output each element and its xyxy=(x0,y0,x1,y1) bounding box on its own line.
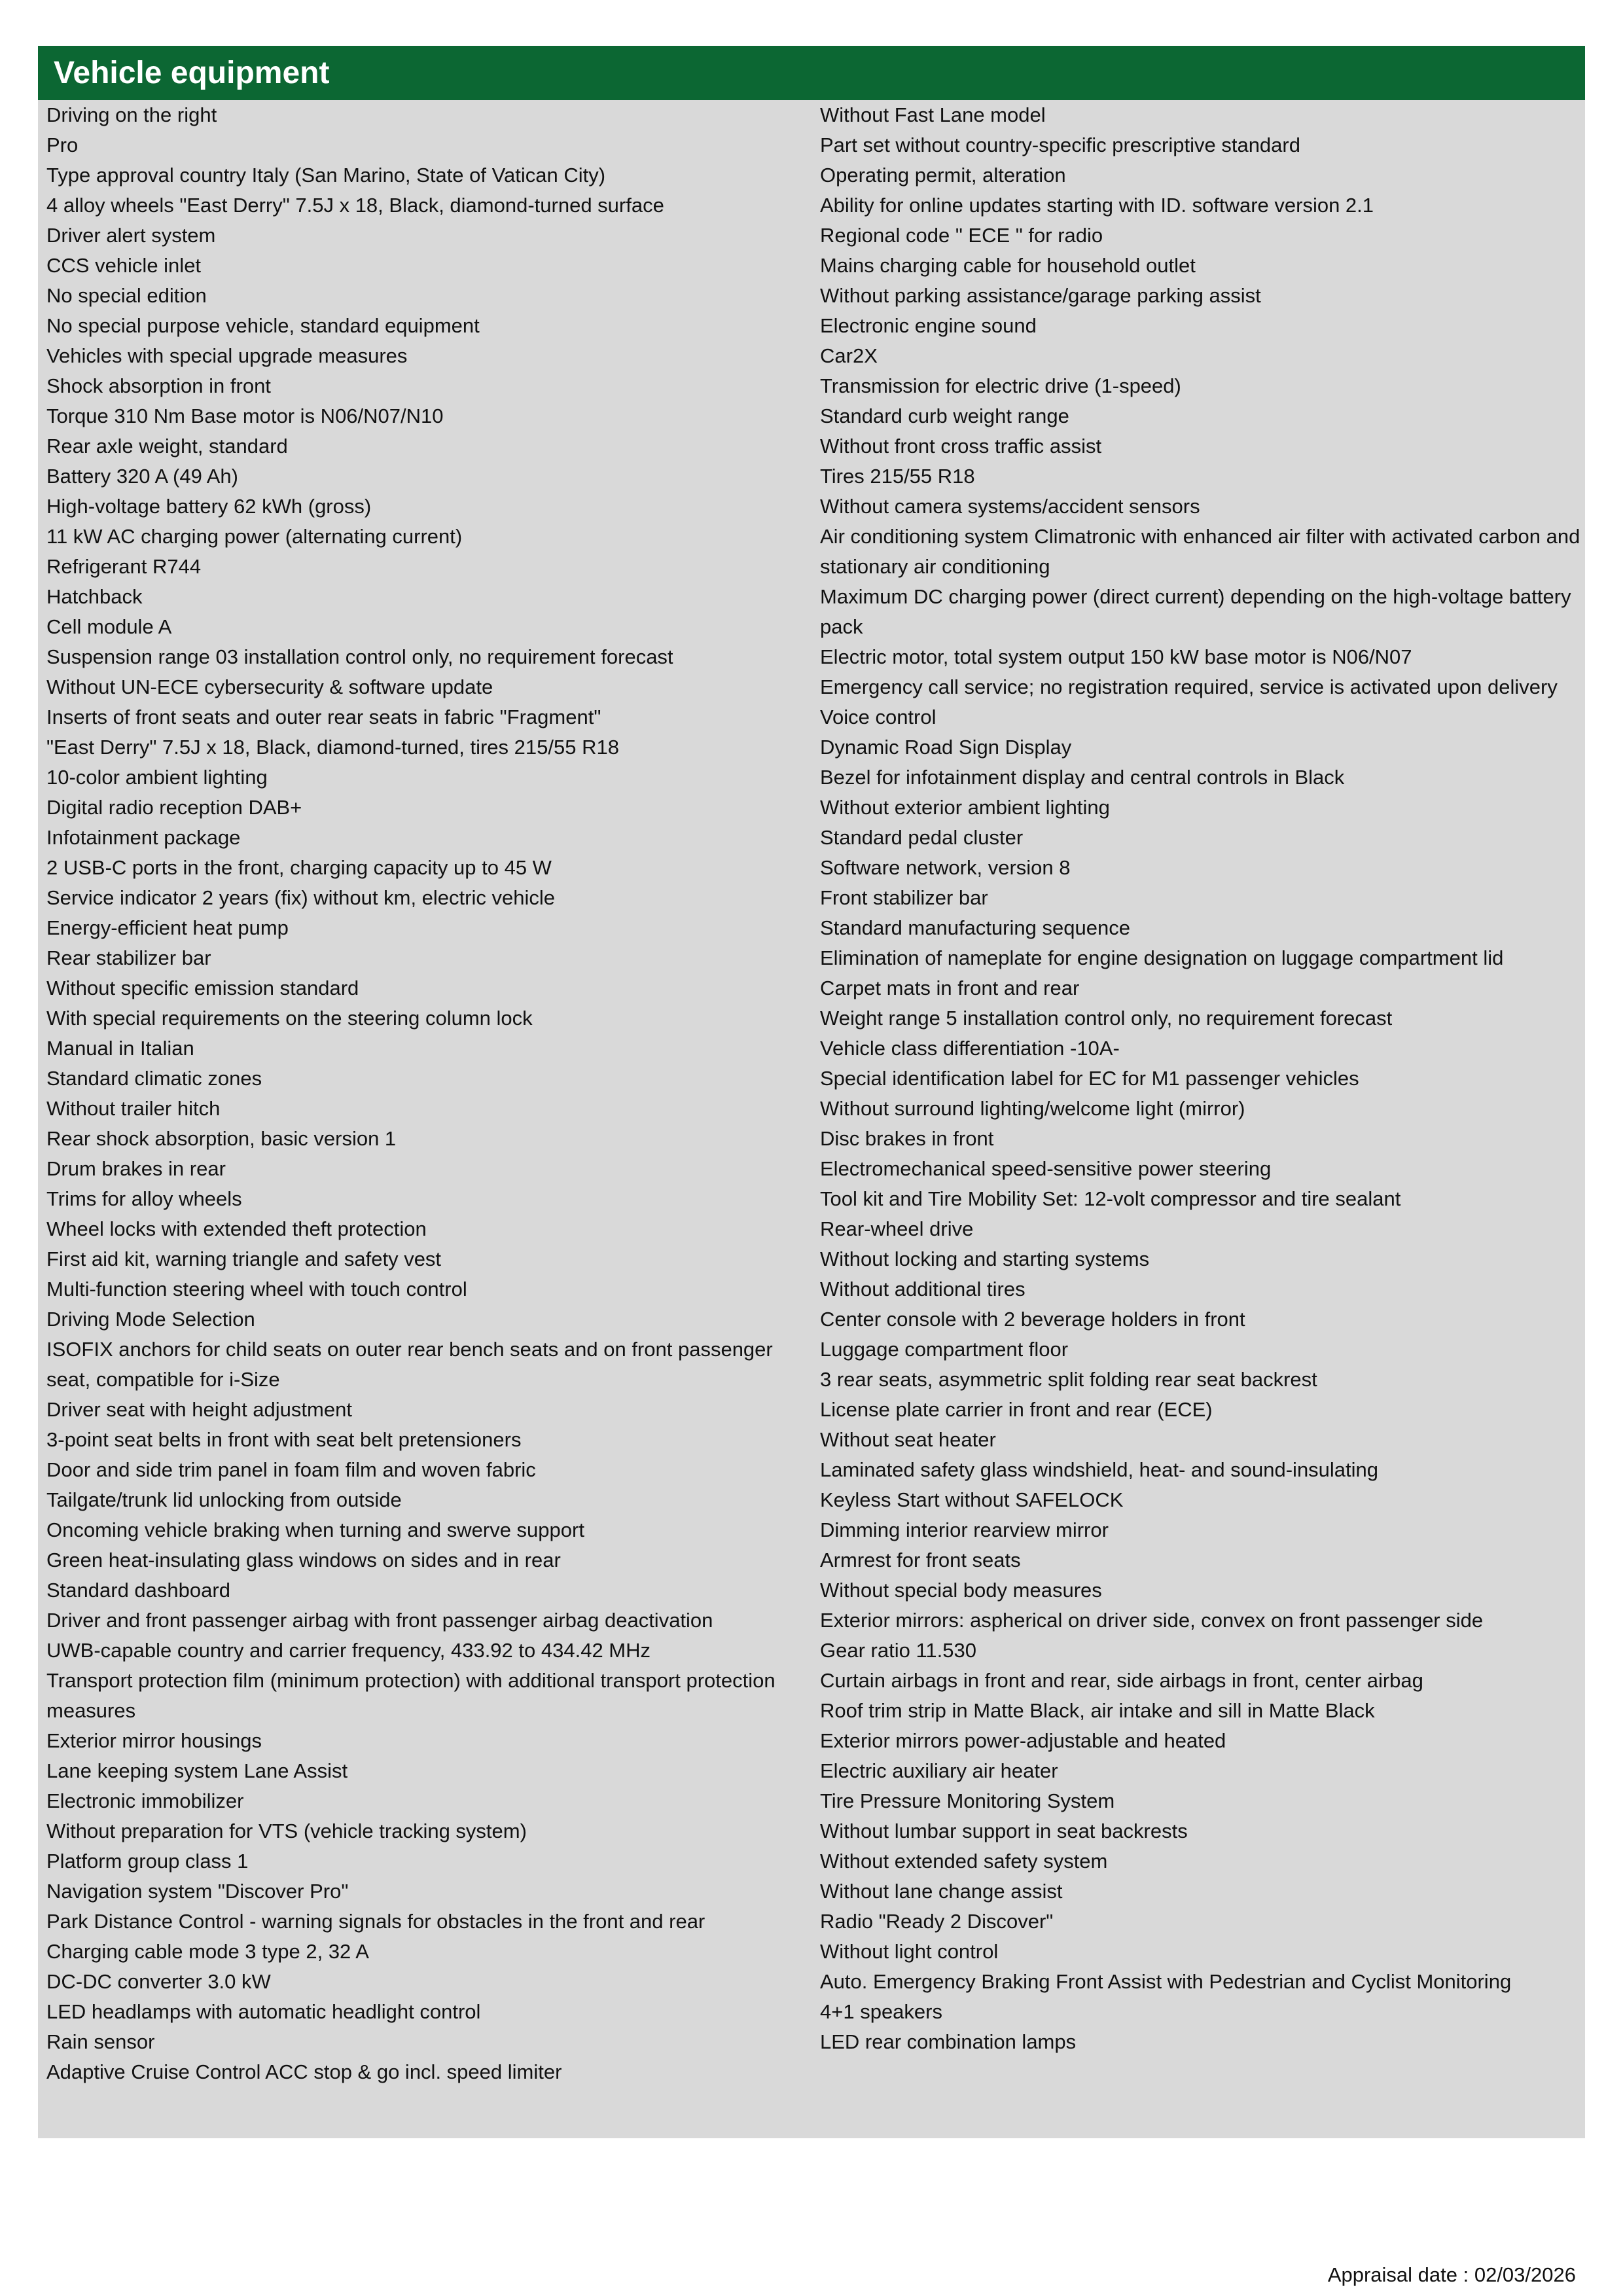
equipment-item: Without surround lighting/welcome light (mirror) xyxy=(820,1097,1245,1120)
equipment-item: Without specific emission standard xyxy=(46,977,359,999)
equipment-item: Lane keeping system Lane Assist xyxy=(46,1759,348,1782)
equipment-item: Disc brakes in front xyxy=(820,1127,994,1150)
equipment-item: Battery 320 A (49 Ah) xyxy=(46,465,238,488)
equipment-item: Without seat heater xyxy=(820,1428,996,1451)
equipment-item: Tire Pressure Monitoring System xyxy=(820,1789,1115,1812)
equipment-item: Software network, version 8 xyxy=(820,856,1071,879)
equipment-item: Without UN-ECE cybersecurity & software update xyxy=(46,675,493,698)
equipment-item: Door and side trim panel in foam film and woven fabric xyxy=(46,1458,536,1481)
equipment-item: Cell module A xyxy=(46,615,172,638)
equipment-item: Laminated safety glass windshield, heat- and sound-insulating xyxy=(820,1458,1379,1481)
equipment-item: Auto. Emergency Braking Front Assist with Pedestrian and Cyclist Monitoring xyxy=(820,1970,1512,1993)
appraisal-date: Appraisal date : 02/03/2026 xyxy=(1327,2263,1576,2286)
equipment-item: Wheel locks with extended theft protection xyxy=(46,1217,427,1240)
equipment-item: Infotainment package xyxy=(46,826,241,849)
equipment-item: Adaptive Cruise Control ACC stop & go incl. speed limiter xyxy=(46,2060,562,2083)
equipment-item: Without front cross traffic assist xyxy=(820,435,1102,457)
equipment-item: Driver alert system xyxy=(46,224,216,247)
equipment-item: Energy-efficient heat pump xyxy=(46,916,289,939)
equipment-item: 2 USB-C ports in the front, charging capacity up to 45 W xyxy=(46,856,552,879)
equipment-item: Curtain airbags in front and rear, side airbags in front, center airbag xyxy=(820,1669,1423,1692)
equipment-item: Shock absorption in front xyxy=(46,374,271,397)
equipment-item: 3-point seat belts in front with seat belt pretensioners xyxy=(46,1428,522,1451)
equipment-item: Gear ratio 11.530 xyxy=(820,1639,976,1662)
equipment-item: Bezel for infotainment display and central controls in Black xyxy=(820,766,1345,789)
equipment-item: Mains charging cable for household outlet xyxy=(820,254,1196,277)
equipment-item: Pro xyxy=(46,134,79,156)
equipment-item: Electronic immobilizer xyxy=(46,1789,244,1812)
equipment-item: Driver seat with height adjustment xyxy=(46,1398,352,1421)
equipment-item: UWB-capable country and carrier frequency, 433.92 to 434.42 MHz xyxy=(46,1639,651,1662)
equipment-item: Standard pedal cluster xyxy=(820,826,1024,849)
equipment-item: Driving on the right xyxy=(46,103,217,126)
equipment-item: Exterior mirrors power-adjustable and heated xyxy=(820,1729,1226,1752)
equipment-item: Charging cable mode 3 type 2, 32 A xyxy=(46,1940,369,1963)
equipment-item: Without light control xyxy=(820,1940,999,1963)
equipment-item: Dynamic Road Sign Display xyxy=(820,736,1072,759)
equipment-item: Without extended safety system xyxy=(820,1850,1108,1873)
equipment-item: ISOFIX anchors for child seats on outer rear bench seats and on front passenger seat, compatible for i-Size xyxy=(46,1338,773,1391)
equipment-list xyxy=(38,100,1585,2138)
equipment-item: Refrigerant R744 xyxy=(46,555,202,578)
equipment-item: Green heat-insulating glass windows on sides and in rear xyxy=(46,1549,561,1571)
equipment-item: No special purpose vehicle, standard equipment xyxy=(46,314,480,337)
equipment-item: Exterior mirror housings xyxy=(46,1729,262,1752)
equipment-item: Transmission for electric drive (1-speed) xyxy=(820,374,1181,397)
equipment-item: Keyless Start without SAFELOCK xyxy=(820,1488,1124,1511)
equipment-item: Without preparation for VTS (vehicle tracking system) xyxy=(46,1820,527,1842)
equipment-item: Without camera systems/accident sensors xyxy=(820,495,1200,518)
equipment-item: Carpet mats in front and rear xyxy=(820,977,1080,999)
equipment-item: Special identification label for EC for M1 passenger vehicles xyxy=(820,1067,1359,1090)
equipment-item: No special edition xyxy=(46,284,207,307)
equipment-item: Radio "Ready 2 Discover" xyxy=(820,1910,1054,1933)
equipment-item: Luggage compartment floor xyxy=(820,1338,1069,1361)
equipment-item: Car2X xyxy=(820,344,878,367)
equipment-item: Rear shock absorption, basic version 1 xyxy=(46,1127,397,1150)
equipment-item: Oncoming vehicle braking when turning and swerve support xyxy=(46,1518,584,1541)
equipment-item: Air conditioning system Climatronic with enhanced air filter with activated carbon and stationary air conditioning xyxy=(820,525,1580,578)
equipment-item: Standard climatic zones xyxy=(46,1067,262,1090)
equipment-item: Electric auxiliary air heater xyxy=(820,1759,1058,1782)
equipment-item: Maximum DC charging power (direct current) depending on the high-voltage battery pack xyxy=(820,585,1571,638)
equipment-item: Roof trim strip in Matte Black, air intake and sill in Matte Black xyxy=(820,1699,1375,1722)
equipment-item: Exterior mirrors: aspherical on driver side, convex on front passenger side xyxy=(820,1609,1484,1632)
equipment-item: Manual in Italian xyxy=(46,1037,194,1060)
equipment-item: Weight range 5 installation control only, no requirement forecast xyxy=(820,1007,1393,1030)
equipment-item: Regional code " ECE " for radio xyxy=(820,224,1103,247)
equipment-item: Without exterior ambient lighting xyxy=(820,796,1110,819)
section-title: Vehicle equipment xyxy=(38,46,1585,100)
equipment-item: Front stabilizer bar xyxy=(820,886,988,909)
equipment-item: Vehicle class differentiation -10A- xyxy=(820,1037,1120,1060)
equipment-item: Ability for online updates starting with ID. software version 2.1 xyxy=(820,194,1374,217)
equipment-item: Navigation system "Discover Pro" xyxy=(46,1880,349,1903)
equipment-item: Without Fast Lane model xyxy=(820,103,1046,126)
equipment-item: 11 kW AC charging power (alternating current) xyxy=(46,525,463,548)
equipment-item: With special requirements on the steering column lock xyxy=(46,1007,533,1030)
equipment-item: Tailgate/trunk lid unlocking from outside xyxy=(46,1488,402,1511)
equipment-item: Platform group class 1 xyxy=(46,1850,249,1873)
equipment-item: Rear stabilizer bar xyxy=(46,946,211,969)
equipment-item: Standard dashboard xyxy=(46,1579,230,1602)
equipment-item: Tool kit and Tire Mobility Set: 12-volt compressor and tire sealant xyxy=(820,1187,1401,1210)
equipment-item: LED rear combination lamps xyxy=(820,2030,1077,2053)
equipment-item: Transport protection film (minimum protection) with additional transport protection measures xyxy=(46,1669,776,1722)
equipment-item: Center console with 2 beverage holders in front xyxy=(820,1308,1245,1331)
equipment-item: Inserts of front seats and outer rear seats in fabric "Fragment" xyxy=(46,706,601,728)
vehicle-equipment-panel xyxy=(38,46,1585,2138)
equipment-item: Part set without country-specific prescriptive standard xyxy=(820,134,1300,156)
equipment-item: Park Distance Control - warning signals for obstacles in the front and rear xyxy=(46,1910,705,1933)
equipment-item: 4 alloy wheels "East Derry" 7.5J x 18, Black, diamond-turned surface xyxy=(46,194,664,217)
equipment-item: Rear-wheel drive xyxy=(820,1217,974,1240)
equipment-item: Electromechanical speed-sensitive power steering xyxy=(820,1157,1272,1180)
equipment-item: Electric motor, total system output 150 kW base motor is N06/N07 xyxy=(820,645,1412,668)
equipment-item: "East Derry" 7.5J x 18, Black, diamond-turned, tires 215/55 R18 xyxy=(46,736,619,759)
equipment-item: 3 rear seats, asymmetric split folding rear seat backrest xyxy=(820,1368,1317,1391)
equipment-item: Without lane change assist xyxy=(820,1880,1063,1903)
equipment-item: Hatchback xyxy=(46,585,143,608)
equipment-item: Type approval country Italy (San Marino, State of Vatican City) xyxy=(46,164,606,187)
equipment-item: Without special body measures xyxy=(820,1579,1102,1602)
equipment-item: Emergency call service; no registration required, service is activated upon delivery xyxy=(820,675,1558,698)
equipment-column-left xyxy=(46,100,799,2087)
equipment-item: Elimination of nameplate for engine designation on luggage compartment lid xyxy=(820,946,1504,969)
equipment-item: First aid kit, warning triangle and safety vest xyxy=(46,1247,442,1270)
equipment-item: Armrest for front seats xyxy=(820,1549,1021,1571)
equipment-item: Standard curb weight range xyxy=(820,404,1069,427)
equipment-item: Operating permit, alteration xyxy=(820,164,1066,187)
equipment-item: Digital radio reception DAB+ xyxy=(46,796,302,819)
equipment-item: Driver and front passenger airbag with front passenger airbag deactivation xyxy=(46,1609,713,1632)
equipment-item: Suspension range 03 installation control only, no requirement forecast xyxy=(46,645,673,668)
equipment-item: 10-color ambient lighting xyxy=(46,766,268,789)
equipment-item: DC-DC converter 3.0 kW xyxy=(46,1970,271,1993)
equipment-item: Without parking assistance/garage parking assist xyxy=(820,284,1261,307)
equipment-item: LED headlamps with automatic headlight control xyxy=(46,2000,481,2023)
equipment-item: Driving Mode Selection xyxy=(46,1308,255,1331)
equipment-column-right xyxy=(820,100,1582,2057)
equipment-item: License plate carrier in front and rear (ECE) xyxy=(820,1398,1213,1421)
equipment-item: Rain sensor xyxy=(46,2030,155,2053)
equipment-item: Drum brakes in rear xyxy=(46,1157,226,1180)
equipment-item: Service indicator 2 years (fix) without km, electric vehicle xyxy=(46,886,555,909)
equipment-item: CCS vehicle inlet xyxy=(46,254,202,277)
equipment-item: Voice control xyxy=(820,706,936,728)
equipment-item: Without additional tires xyxy=(820,1278,1026,1300)
equipment-item: Without locking and starting systems xyxy=(820,1247,1150,1270)
equipment-item: Without trailer hitch xyxy=(46,1097,221,1120)
equipment-item: Trims for alloy wheels xyxy=(46,1187,242,1210)
equipment-item: 4+1 speakers xyxy=(820,2000,942,2023)
equipment-item: Dimming interior rearview mirror xyxy=(820,1518,1109,1541)
equipment-item: Rear axle weight, standard xyxy=(46,435,288,457)
equipment-item: Vehicles with special upgrade measures xyxy=(46,344,408,367)
equipment-item: High-voltage battery 62 kWh (gross) xyxy=(46,495,372,518)
equipment-item: Multi-function steering wheel with touch control xyxy=(46,1278,467,1300)
equipment-item: Without lumbar support in seat backrests xyxy=(820,1820,1188,1842)
equipment-item: Standard manufacturing sequence xyxy=(820,916,1130,939)
equipment-item: Torque 310 Nm Base motor is N06/N07/N10 xyxy=(46,404,444,427)
equipment-item: Tires 215/55 R18 xyxy=(820,465,975,488)
equipment-item: Electronic engine sound xyxy=(820,314,1037,337)
